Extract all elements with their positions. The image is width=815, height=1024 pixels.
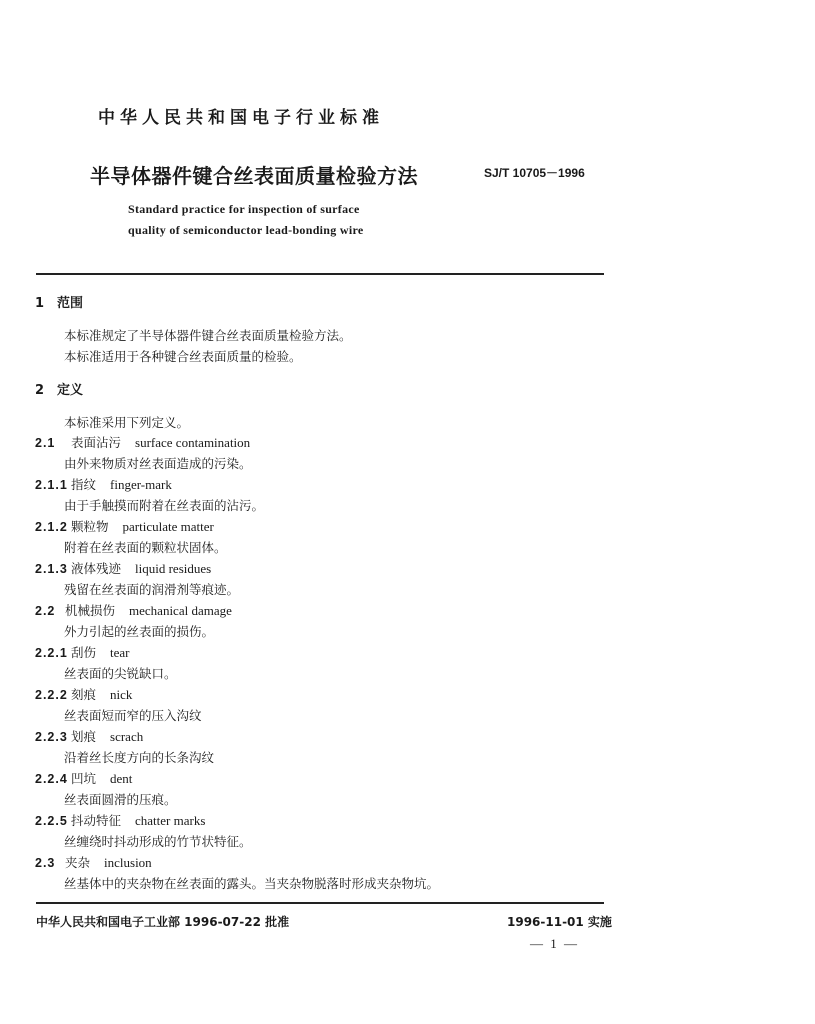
section-number: 2 — [35, 383, 45, 398]
term-number: 2.2.5 — [35, 814, 68, 828]
section-number: 1 — [35, 296, 45, 311]
term-definition: 沿着丝长度方向的长条沟纹 — [64, 750, 215, 765]
term-definition: 附着在丝表面的颗粒状固体。 — [64, 540, 227, 555]
section-heading-definitions — [35, 379, 83, 398]
term-heading — [35, 727, 143, 745]
term-definition: 丝表面短而窄的压入沟纹 — [64, 708, 202, 723]
term-definition: 由外来物质对丝表面造成的污染。 — [64, 456, 252, 471]
term-heading — [35, 559, 211, 577]
term-heading — [35, 601, 232, 619]
term-zh: 表面沾污 — [71, 435, 122, 450]
term-heading — [35, 433, 250, 451]
term-definition: 由于手触摸而附着在丝表面的沾污。 — [64, 498, 265, 513]
term-definition: 外力引起的丝表面的损伤。 — [64, 624, 215, 639]
footer-divider — [36, 902, 604, 904]
term-zh: 刻痕 — [71, 687, 97, 702]
term-zh: 抖动特征 — [71, 813, 122, 828]
term-heading — [35, 811, 205, 829]
section-title: 范围 — [57, 296, 84, 311]
english-title-line-2: quality of semiconductor lead-bonding wire — [128, 223, 364, 237]
term-heading — [35, 475, 172, 493]
term-number: 2.2.1 — [35, 646, 68, 660]
term-number: 2.2.3 — [35, 730, 68, 744]
term-en: nick — [110, 687, 133, 702]
term-number: 2.1.1 — [35, 478, 68, 492]
term-en: surface contamination — [135, 435, 251, 450]
term-en: dent — [110, 771, 133, 786]
term-definition: 残留在丝表面的润滑剂等痕迹。 — [64, 582, 240, 597]
term-heading — [35, 769, 132, 787]
document-title: 半导体器件键合丝表面质量检验方法 — [90, 164, 418, 188]
term-en: scrach — [110, 729, 144, 744]
term-zh: 颗粒物 — [71, 519, 109, 534]
term-zh: 指纹 — [71, 477, 97, 492]
term-definition: 丝表面的尖锐缺口。 — [64, 666, 177, 681]
standard-code: SJ/T 10705－1996 — [484, 166, 585, 180]
term-en: finger-mark — [110, 477, 172, 492]
section-title: 定义 — [57, 383, 84, 398]
term-en: tear — [110, 645, 130, 660]
term-number: 2.2 — [35, 604, 56, 618]
term-zh: 凹坑 — [71, 771, 97, 786]
term-en: chatter marks — [135, 813, 206, 828]
term-number: 2.1.2 — [35, 520, 68, 534]
term-number: 2.1 — [35, 436, 56, 450]
term-definition: 丝表面圆滑的压痕。 — [64, 792, 177, 807]
term-en: mechanical damage — [129, 603, 232, 618]
scope-paragraph-2: 本标准适用于各种键合丝表面质量的检验。 — [64, 349, 302, 364]
term-heading — [35, 643, 130, 661]
term-zh: 刮伤 — [71, 645, 97, 660]
term-heading — [35, 517, 214, 535]
scope-paragraph-1: 本标准规定了半导体器件键合丝表面质量检验方法。 — [64, 328, 352, 343]
term-zh: 机械损伤 — [65, 603, 116, 618]
term-en: liquid residues — [135, 561, 212, 576]
term-number: 2.3 — [35, 856, 56, 870]
term-en: particulate matter — [122, 519, 214, 534]
english-title-line-1: Standard practice for inspection of surface — [128, 202, 360, 216]
term-heading — [35, 685, 132, 703]
term-heading — [35, 853, 152, 871]
approval-line: 中华人民共和国电子工业部 1996-07-22 批准 — [36, 915, 290, 929]
definitions-intro: 本标准采用下列定义。 — [64, 415, 190, 430]
term-en: inclusion — [104, 855, 152, 870]
implementation-date: 1996-11-01 实施 — [507, 915, 612, 929]
term-zh: 夹杂 — [65, 855, 91, 870]
term-definition: 丝基体中的夹杂物在丝表面的露头。当夹杂物脱落时形成夹杂物坑。 — [64, 876, 440, 891]
term-number: 2.1.3 — [35, 562, 68, 576]
term-number: 2.2.4 — [35, 772, 68, 786]
page-number: — 1 — — [530, 936, 579, 951]
section-heading-scope — [35, 292, 83, 311]
term-zh: 划痕 — [71, 729, 97, 744]
standard-body-heading: 中华人民共和国电子行业标准 — [98, 108, 384, 128]
term-number: 2.2.2 — [35, 688, 68, 702]
header-divider — [36, 273, 604, 275]
term-definition: 丝缠绕时抖动形成的竹节状特征。 — [64, 834, 252, 849]
term-zh: 液体残迹 — [71, 561, 122, 576]
